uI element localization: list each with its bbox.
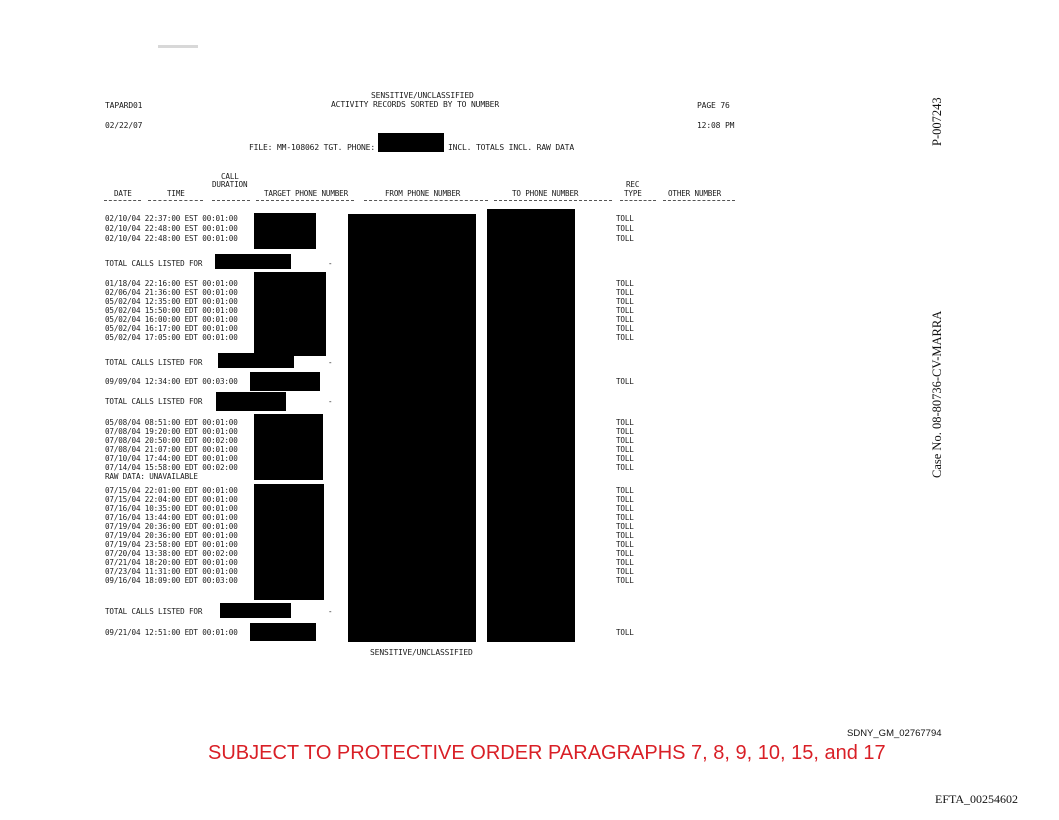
column-separator	[620, 200, 656, 202]
rec-type-cell: TOLL	[616, 333, 634, 342]
table-row: 02/10/04 22:48:00 EST 00:01:00	[105, 234, 238, 243]
rec-type-cell: TOLL	[616, 377, 634, 386]
col-target-phone: TARGET PHONE NUMBER	[264, 189, 349, 198]
table-row: 02/06/04 21:36:00 EST 00:01:00	[105, 288, 238, 297]
total-dash: -	[328, 607, 333, 616]
report-time: 12:08 PM	[697, 121, 735, 130]
redaction-block	[254, 414, 323, 480]
rec-type-cell: TOLL	[616, 531, 634, 540]
rec-type-cell: TOLL	[616, 306, 634, 315]
rec-type-cell: TOLL	[616, 513, 634, 522]
table-row: 07/10/04 17:44:00 EDT 00:01:00	[105, 454, 238, 463]
total-calls-label: TOTAL CALLS LISTED FOR	[105, 358, 203, 367]
table-row: 02/10/04 22:37:00 EST 00:01:00	[105, 214, 238, 223]
redaction-block	[216, 392, 286, 411]
rec-type-cell: TOLL	[616, 522, 634, 531]
table-row: 07/16/04 13:44:00 EDT 00:01:00	[105, 513, 238, 522]
report-date: 02/22/07	[105, 121, 143, 130]
scan-artifact	[158, 45, 198, 48]
table-row: 02/10/04 22:48:00 EST 00:01:00	[105, 224, 238, 233]
col-type: TYPE	[624, 189, 642, 198]
rec-type-cell: TOLL	[616, 495, 634, 504]
report-id: TAPARD01	[105, 101, 143, 110]
redaction-block	[254, 213, 316, 249]
table-row: 01/18/04 22:16:00 EST 00:01:00	[105, 279, 238, 288]
protective-order-notice: SUBJECT TO PROTECTIVE ORDER PARAGRAPHS 7, 8, 9, 10, 15, and 17	[208, 742, 886, 764]
rec-type-cell: TOLL	[616, 628, 634, 637]
redaction-block	[250, 372, 320, 391]
table-row: 07/08/04 20:50:00 EDT 00:02:00	[105, 436, 238, 445]
table-row: 05/02/04 15:50:00 EDT 00:01:00	[105, 306, 238, 315]
table-row: 07/23/04 11:31:00 EDT 00:01:00	[105, 567, 238, 576]
rec-type-cell: TOLL	[616, 463, 634, 472]
table-row: 09/09/04 12:34:00 EDT 00:03:00	[105, 377, 238, 386]
redaction-from-column	[348, 214, 476, 642]
table-row: 07/16/04 10:35:00 EDT 00:01:00	[105, 504, 238, 513]
redaction-block	[378, 133, 444, 152]
rec-type-cell: TOLL	[616, 558, 634, 567]
rec-type-cell: TOLL	[616, 315, 634, 324]
total-dash: -	[328, 259, 333, 268]
col-date: DATE	[114, 189, 132, 198]
rec-type-cell: TOLL	[616, 540, 634, 549]
bates-number: P-007243	[930, 97, 944, 146]
table-row: 05/02/04 16:17:00 EDT 00:01:00	[105, 324, 238, 333]
redaction-block	[218, 353, 294, 368]
file-line-suffix: INCL. TOTALS INCL. RAW DATA	[448, 143, 574, 152]
column-separator	[663, 200, 735, 202]
table-row: 07/19/04 20:36:00 EDT 00:01:00	[105, 522, 238, 531]
classification-header: SENSITIVE/UNCLASSIFIED	[371, 91, 474, 100]
rec-type-cell: TOLL	[616, 234, 634, 243]
col-duration: DURATION	[212, 180, 248, 189]
col-time: TIME	[167, 189, 185, 198]
redaction-to-column	[487, 209, 575, 642]
table-row: 05/02/04 17:05:00 EDT 00:01:00	[105, 333, 238, 342]
redaction-block	[254, 484, 324, 600]
case-number: Case No. 08-80736-CV-MARRA	[930, 310, 944, 478]
rec-type-cell: TOLL	[616, 504, 634, 513]
table-row: 07/20/04 13:38:00 EDT 00:02:00	[105, 549, 238, 558]
redaction-block	[254, 272, 326, 356]
classification-footer: SENSITIVE/UNCLASSIFIED	[370, 648, 473, 657]
col-rec: REC	[626, 180, 640, 189]
table-row: 09/16/04 18:09:00 EDT 00:03:00	[105, 576, 238, 585]
column-separator	[364, 200, 488, 202]
rec-type-cell: TOLL	[616, 567, 634, 576]
rec-type-cell: TOLL	[616, 418, 634, 427]
rec-type-cell: TOLL	[616, 576, 634, 585]
rec-type-cell: TOLL	[616, 324, 634, 333]
total-dash: -	[328, 397, 333, 406]
table-row: 07/19/04 23:58:00 EDT 00:01:00	[105, 540, 238, 549]
column-separator	[148, 200, 203, 202]
table-row: 07/21/04 18:20:00 EDT 00:01:00	[105, 558, 238, 567]
table-row: 07/15/04 22:04:00 EDT 00:01:00	[105, 495, 238, 504]
rec-type-cell: TOLL	[616, 288, 634, 297]
column-separator	[494, 200, 612, 202]
rec-type-cell: TOLL	[616, 454, 634, 463]
efta-stamp: EFTA_00254602	[935, 792, 1019, 806]
file-line-prefix: FILE: MM-108062 TGT. PHONE:	[249, 143, 375, 152]
report-title: ACTIVITY RECORDS SORTED BY TO NUMBER	[331, 100, 499, 109]
col-other-number: OTHER NUMBER	[668, 189, 722, 198]
table-row: 09/21/04 12:51:00 EDT 00:01:00	[105, 628, 238, 637]
table-row: 07/08/04 19:20:00 EDT 00:01:00	[105, 427, 238, 436]
rec-type-cell: TOLL	[616, 427, 634, 436]
table-row: 07/19/04 20:36:00 EDT 00:01:00	[105, 531, 238, 540]
rec-type-cell: TOLL	[616, 486, 634, 495]
redaction-block	[215, 254, 291, 269]
column-separator	[104, 200, 141, 202]
redaction-block	[250, 623, 316, 641]
column-separator	[212, 200, 250, 202]
table-row: 05/08/04 08:51:00 EDT 00:01:00	[105, 418, 238, 427]
col-call: CALL	[221, 172, 239, 181]
col-from-phone: FROM PHONE NUMBER	[385, 189, 461, 198]
total-calls-label: TOTAL CALLS LISTED FOR	[105, 259, 203, 268]
raw-data-note: RAW DATA: UNAVAILABLE	[105, 472, 198, 481]
page-number: PAGE 76	[697, 101, 730, 110]
table-row: 07/08/04 21:07:00 EDT 00:01:00	[105, 445, 238, 454]
rec-type-cell: TOLL	[616, 445, 634, 454]
column-separator	[256, 200, 354, 202]
rec-type-cell: TOLL	[616, 297, 634, 306]
table-row: 05/02/04 16:00:00 EDT 00:01:00	[105, 315, 238, 324]
rec-type-cell: TOLL	[616, 214, 634, 223]
redaction-block	[220, 603, 291, 618]
total-calls-label: TOTAL CALLS LISTED FOR	[105, 607, 203, 616]
sdny-stamp: SDNY_GM_02767794	[847, 728, 942, 739]
rec-type-cell: TOLL	[616, 549, 634, 558]
table-row: 07/15/04 22:01:00 EDT 00:01:00	[105, 486, 238, 495]
table-row: 05/02/04 12:35:00 EDT 00:01:00	[105, 297, 238, 306]
rec-type-cell: TOLL	[616, 436, 634, 445]
total-dash: -	[328, 358, 333, 367]
rec-type-cell: TOLL	[616, 279, 634, 288]
rec-type-cell: TOLL	[616, 224, 634, 233]
table-row: 07/14/04 15:58:00 EDT 00:02:00	[105, 463, 238, 472]
col-to-phone: TO PHONE NUMBER	[512, 189, 579, 198]
total-calls-label: TOTAL CALLS LISTED FOR	[105, 397, 203, 406]
